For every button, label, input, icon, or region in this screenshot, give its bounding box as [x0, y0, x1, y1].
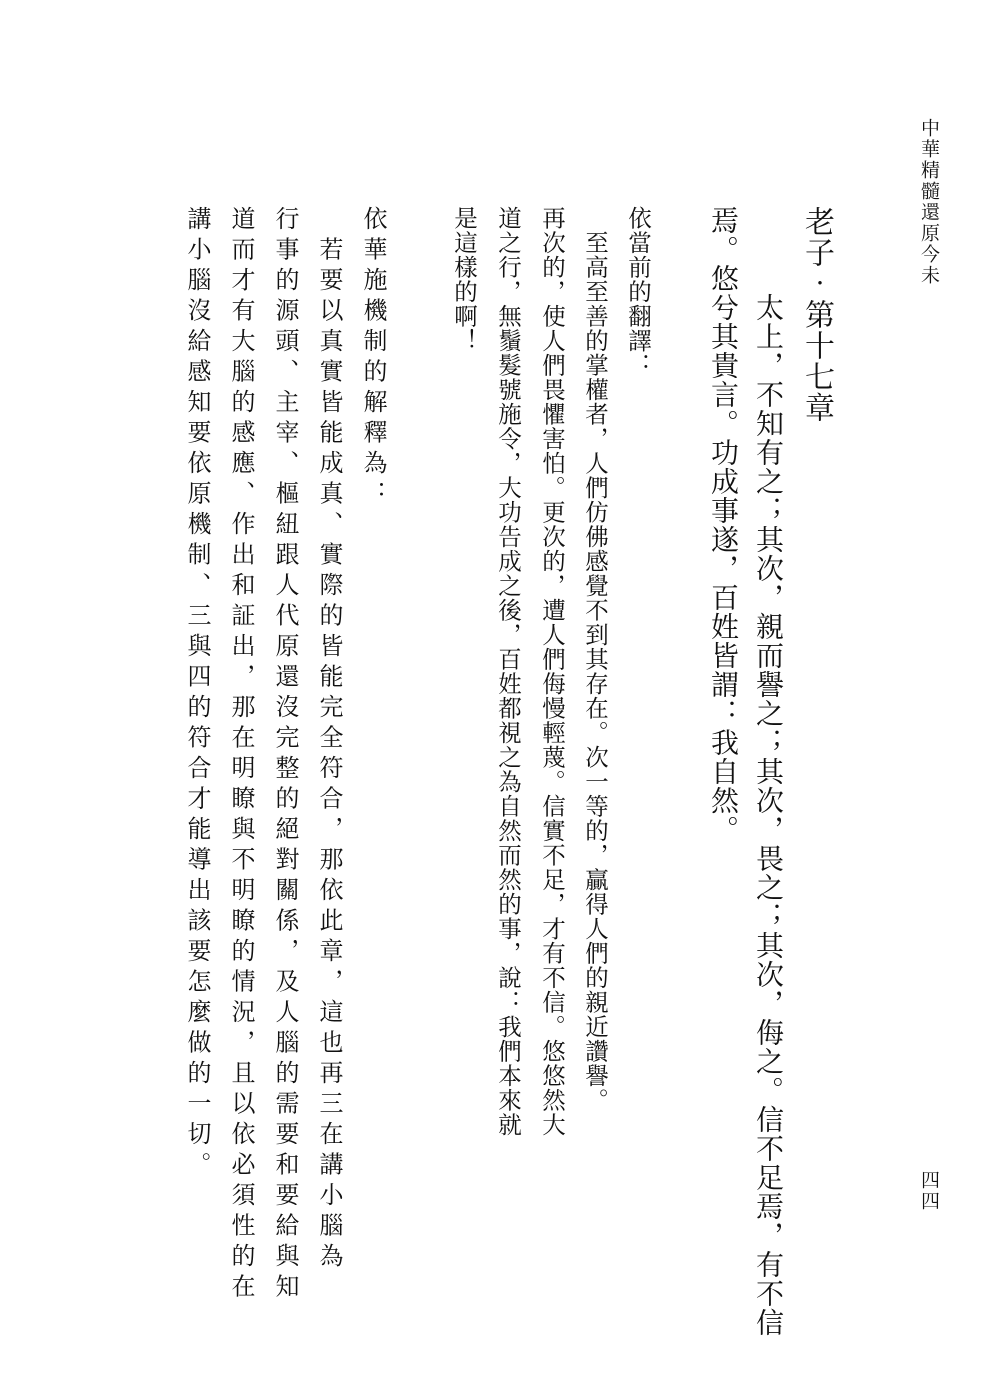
verse-line-2: 焉。悠兮其貴言。功成事遂，百姓皆謂：我自然。 [707, 206, 740, 844]
translation-line-4: 是這樣的啊！ [450, 206, 478, 353]
interpretation-line-3: 道而才有大腦的感應、作出和証出，那在明瞭與不明瞭的情況，且以依必須性的在 [227, 206, 255, 1304]
chapter-title: 老子‧第十七章 [799, 206, 834, 423]
translation-heading: 依當前的翻譯： [624, 206, 652, 378]
interpretation-line-1: 若要以真實皆能成真、實際的皆能完全符合，那依此章，這也再三在講小腦為 [315, 206, 343, 1274]
book-title: 中華精髓還原今未 [918, 118, 940, 286]
interpretation-line-4: 講小腦沒給感知要依原機制、三與四的符合才能導出該要怎麼做的一切。 [183, 206, 211, 1182]
interpretation-heading: 依華施機制的解釋為： [359, 206, 387, 511]
page-number: 四四 [918, 1170, 940, 1212]
interpretation-line-2: 行事的源頭、主宰、樞紐跟人代原還沒完整的絕對關係，及人腦的需要和要給與知 [271, 206, 299, 1304]
verse-line-1: 太上，不知有之；其次，親而譽之；其次，畏之；其次，侮之。信不足焉，有不信 [752, 264, 785, 1337]
translation-line-1: 至高至善的掌權者，人們仿佛感覺不到其存在。次一等的，贏得人們的親近讚譽。 [581, 206, 609, 1113]
translation-line-3: 道之行，無鬚髮號施令，大功告成之後，百姓都視之為自然而然的事，說：我們本來就 [494, 206, 522, 1137]
translation-line-2: 再次的，使人們畏懼害怕。更次的，遭人們侮慢輕蔑。信實不足，才有不信。悠悠然大 [538, 206, 566, 1137]
